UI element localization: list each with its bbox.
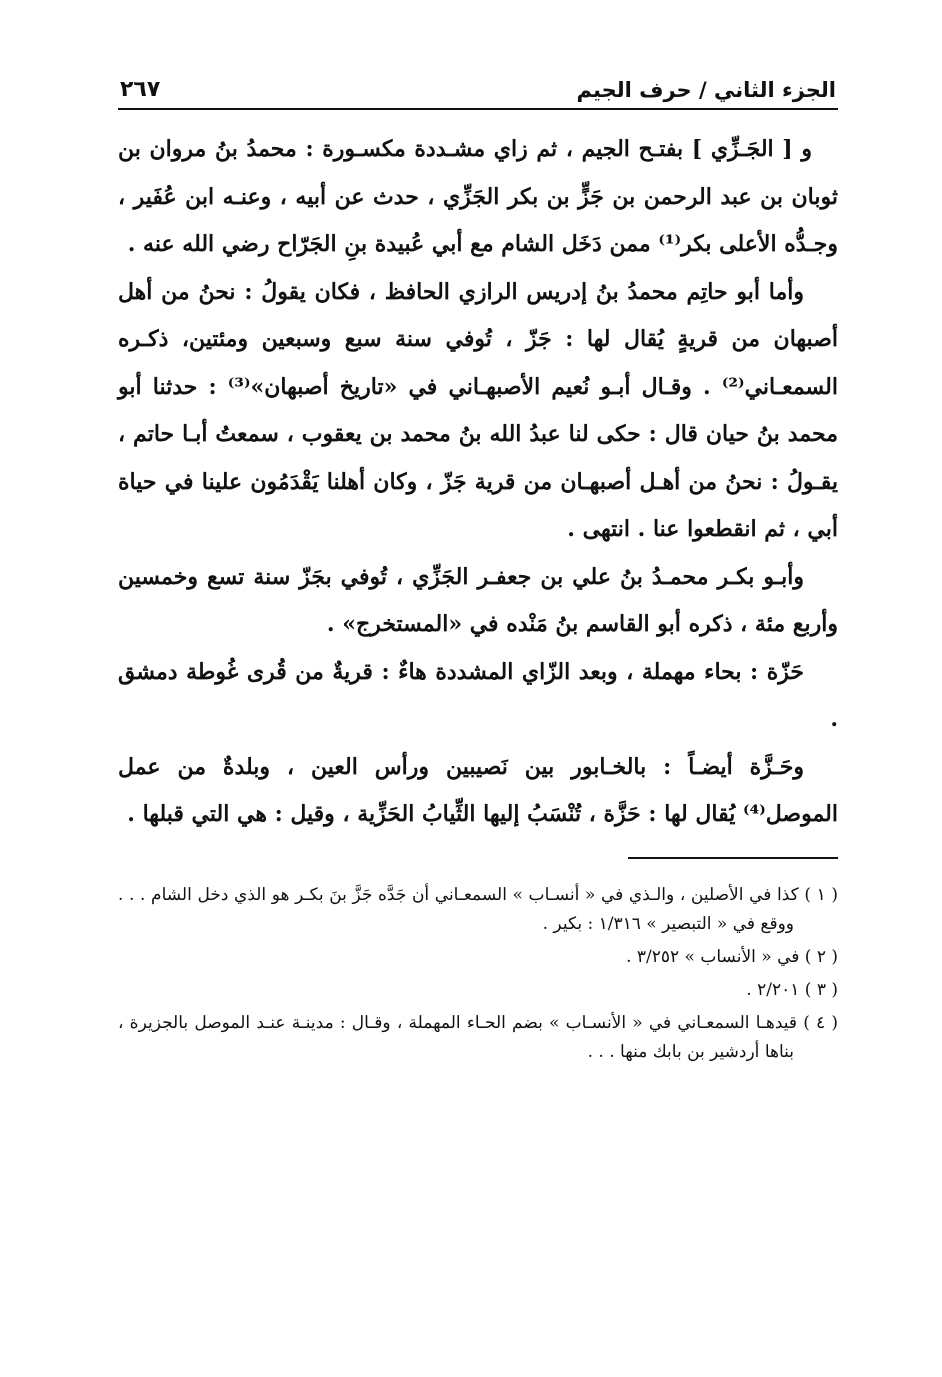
running-title: الجزء الثاني / حرف الجيم [576,78,836,102]
page-number: ٢٦٧ [120,77,161,102]
paragraph-hazza: حَزّة : بحاء مهملة ، وبعد الزّاي المشددة هاءٌ : قريةٌ من قُرى غُوطة دمشق . [118,658,838,732]
footnote-3: ( ٣ ) ٢/٢٠١ . [746,979,838,1000]
footnotes [118,881,838,1067]
paragraph-abu-hatim: وأما أبو حاتِم محمدُ بنُ إدريس الرازي الحافظ ، فكان يقولُ : نحنُ من أهل أصبهان من قريةٍ يُقال لها : جَزّ ، تُوفي سنة سبع وسبعين ومئتين، ذكـره السمعـاني⁽²⁾ . وقـال أبـو نُعيم الأصبهـاني في «تاريخ أصبهان»⁽³⁾ : حدثنا أبو محمد بنُ حيان قال : حكى لنا عبدُ الله بنُ محمد بن يعقوب ، سمعتُ أبـا حاتم ، يقـولُ : نحنُ من أهـل أصبهـان من قرية جَزّ ، وكان أهلنا يَقْدَمُون علينا في حياة أبي ، ثم انقطعوا عنا . انتهى . [118,278,838,542]
footnote-2: ( ٢ ) في « الأنساب » ٣/٢٥٢ . [626,946,838,967]
footnote-4: ( ٤ ) قيدهـا السمعـاني في « الأنسـاب » بضم الحـاء المهملة ، وقـال : مدينـة عنـد الموصل بالجزيرة ، بناها أردشير بن بابك منها . . . [118,1012,838,1062]
footnote-separator [628,857,838,859]
paragraph-abu-bakr: وأبـو بكـر محمـدُ بنُ علي بن جعفـر الجَزِّي ، تُوفي بجَزّ سنة تسع وخمسين وأربع مئة ، ذكره أبو القاسم بنُ مَنْده في «المستخرج» . [118,563,838,637]
footnote-1: ( ١ ) كذا في الأصلين ، والـذي في « أنسـاب » السمعـاني أن جَدَّه جَزَّ بنَ بكـر هو الذي دخل الشام . . . ووقع في « التبصير » ١/٣١٦ : بكير . [118,884,838,934]
book-page [118,60,838,1300]
main-text [118,126,838,839]
paragraph-hazza-also: وحَـزَّة أيضـاً : بالخـابور بين نَصيبين ورأس العين ، وبلدةٌ من عمل الموصل⁽⁴⁾ يُقال لها : حَزَّة ، تُنْسَبُ إليها الثِّيابُ الحَزِّية ، وقيل : هي التي قبلها . [118,753,838,827]
running-header [118,60,838,110]
paragraph-jazzi: و [ الجَـزِّي ] بفتـح الجيم ، ثم زاي مشـددة مكسـورة : محمدُ بنُ مروان بن ثوبان بن عبد الرحمن بن جَزٍّ بن بكر الجَزِّي ، حدث عن أبيه ، وعنـه ابن عُفَير ، وجـدُّه الأعلى بكر⁽¹⁾ ممن دَخَل الشام مع أبي عُبيدة بنِ الجَرّاح رضي الله عنه . [118,136,838,257]
